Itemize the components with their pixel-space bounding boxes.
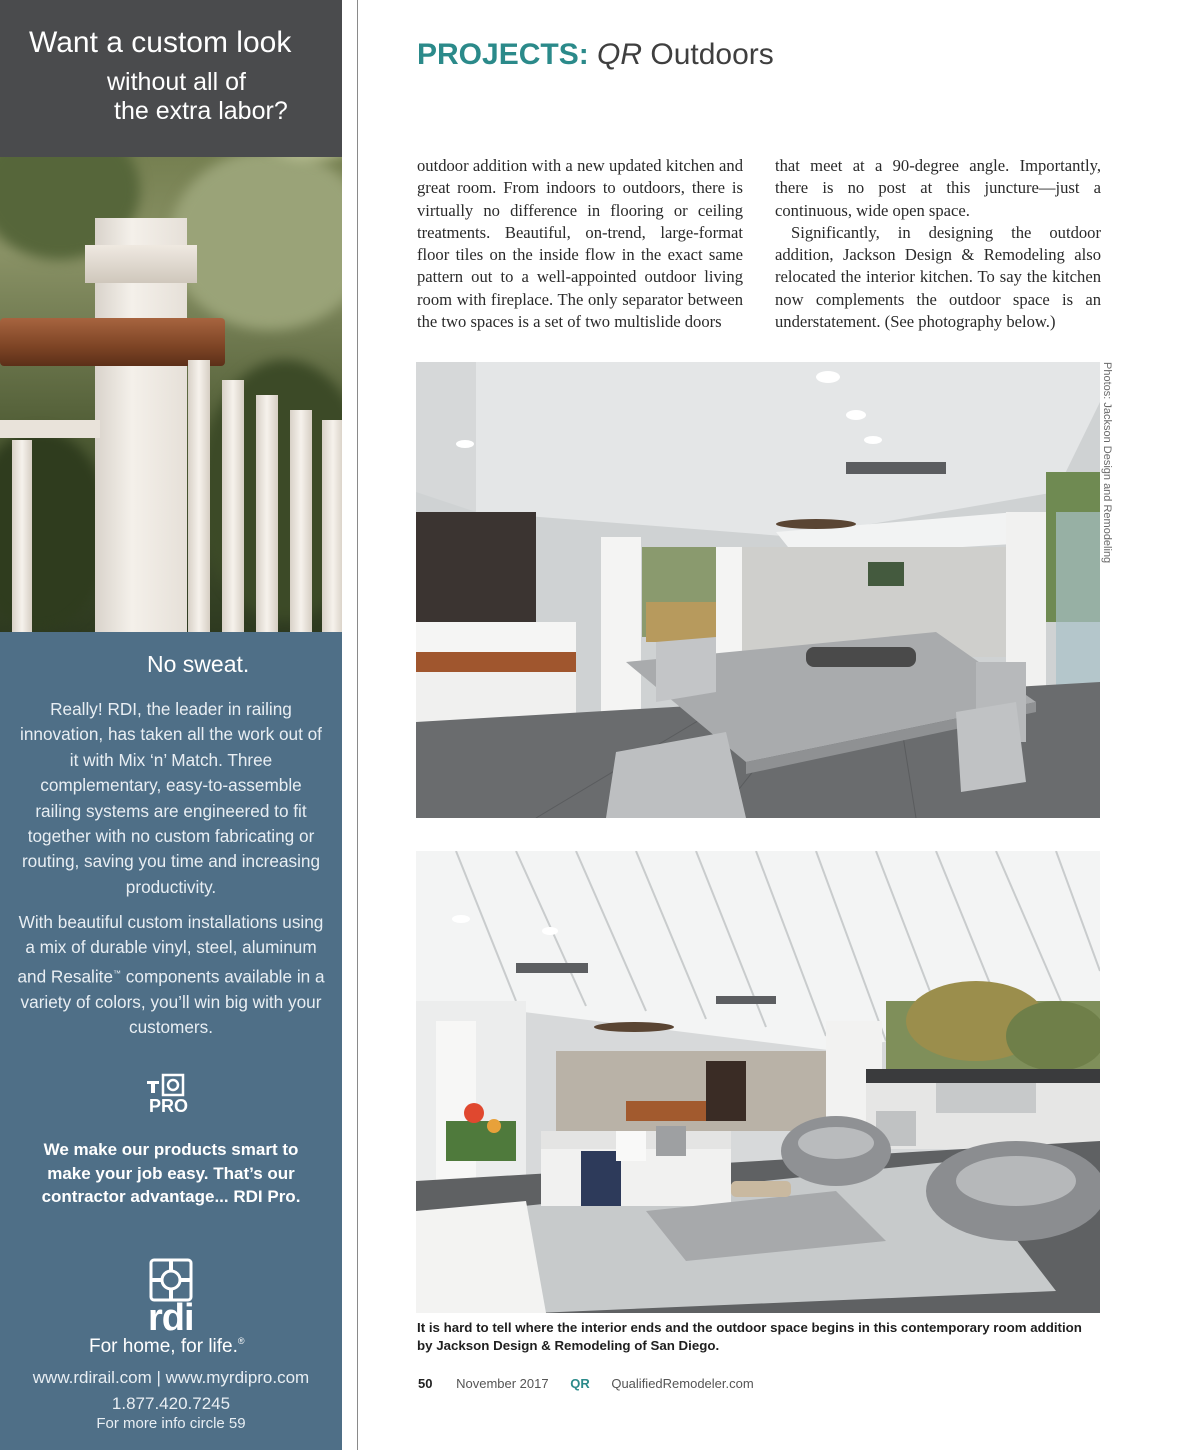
ad-headline-line-3: the extra labor? [114,97,288,125]
ad-body-paragraph-1: Really! RDI, the leader in railing innovation, has taken all the work out of it with Mix ‘n’ Match. Three complementary, easy-to-assemble railing systems are engineered to fit together with no custom fabricating or routing, saving you time and increasing productivity. [20,699,322,897]
ad-urls[interactable]: www.rdirail.com | www.myrdipro.com [32,1368,310,1387]
photo-outdoor-dining [416,362,1100,818]
photo-outdoor-living [416,851,1100,1313]
rdi-logo-mark [149,1258,193,1302]
ad-subhead: No sweat. [147,651,250,677]
magazine-mark: QR [570,1376,590,1391]
issue-date: November 2017 [456,1376,549,1391]
railing-baluster [188,360,210,632]
rdi-advertisement [0,0,342,1450]
article-paragraph: that meet at a 90-degree angle. Importantly, there is no post at this juncture—just a continuous, wide open space. [775,156,1101,220]
page-footer [418,1376,754,1391]
railing-baluster [256,395,278,632]
ad-body-paragraph-2: With beautiful custom installations using a mix of durable vinyl, steel, aluminum and Resalite™ components available in a variety of colors, you’ll win big with your customers. [17,912,325,1038]
rdi-tagline: For home, for life.® [89,1336,245,1357]
rdi-pro-label: PRO [149,1096,189,1116]
article-column-1 [417,155,743,333]
railing-baluster [290,410,312,632]
article-paragraph: Significantly, in designing the outdoor addition, Jackson Design & Remodeling also relocated the interior kitchen. To say the kitchen now complements the outdoor space is an understatement. (See photography below.) [775,222,1101,332]
section-name: Outdoors [642,38,774,71]
railing-bottom-rail [0,420,100,438]
rdi-logo-icon [149,1258,193,1302]
column-divider [357,0,358,1450]
photo-credit: Photos: Jackson Design and Remodeling [1101,362,1113,564]
article-column-2 [775,155,1101,333]
section-header [417,38,774,72]
page-number: 50 [418,1376,433,1391]
ad-headline-line-2: without all of [107,68,246,96]
railing-post-cap [85,245,197,283]
magazine-website[interactable]: QualifiedRemodeler.com [611,1376,754,1391]
railing-top-rail [0,318,225,366]
photo-caption: It is hard to tell where the interior ends and the outdoor space begins in this contemporary room addition by Jackson Design & Remodeling of San Diego. [417,1320,1082,1353]
ad-phone: 1.877.420.7245 [111,1394,231,1413]
railing-baluster [222,380,244,632]
rdi-wordmark: rdi [148,1297,194,1339]
article-paragraph: outdoor addition with a new updated kitchen and great room. From indoors to outdoors, there is virtually no difference in flooring or ceiling treatments. Beautiful, on-trend, large-format floor tiles on the inside flow in the exact same pattern out to a well-appointed outdoor living room with fireplace. The only separator between the two spaces is a set of two multislide doors [417,156,743,332]
ad-headline-line-1: Want a custom look [29,26,292,59]
section-magazine-mark: QR [597,38,643,71]
railing-baluster [12,440,32,632]
section-label: PROJECTS: [417,38,589,71]
railing-baluster [322,420,342,632]
ad-reader-service: For more info circle 59 [96,1415,246,1432]
ad-contractor-advantage: We make our products smart to make your job easy. That’s our contractor advantage... RDI Pro. [41,1140,301,1206]
